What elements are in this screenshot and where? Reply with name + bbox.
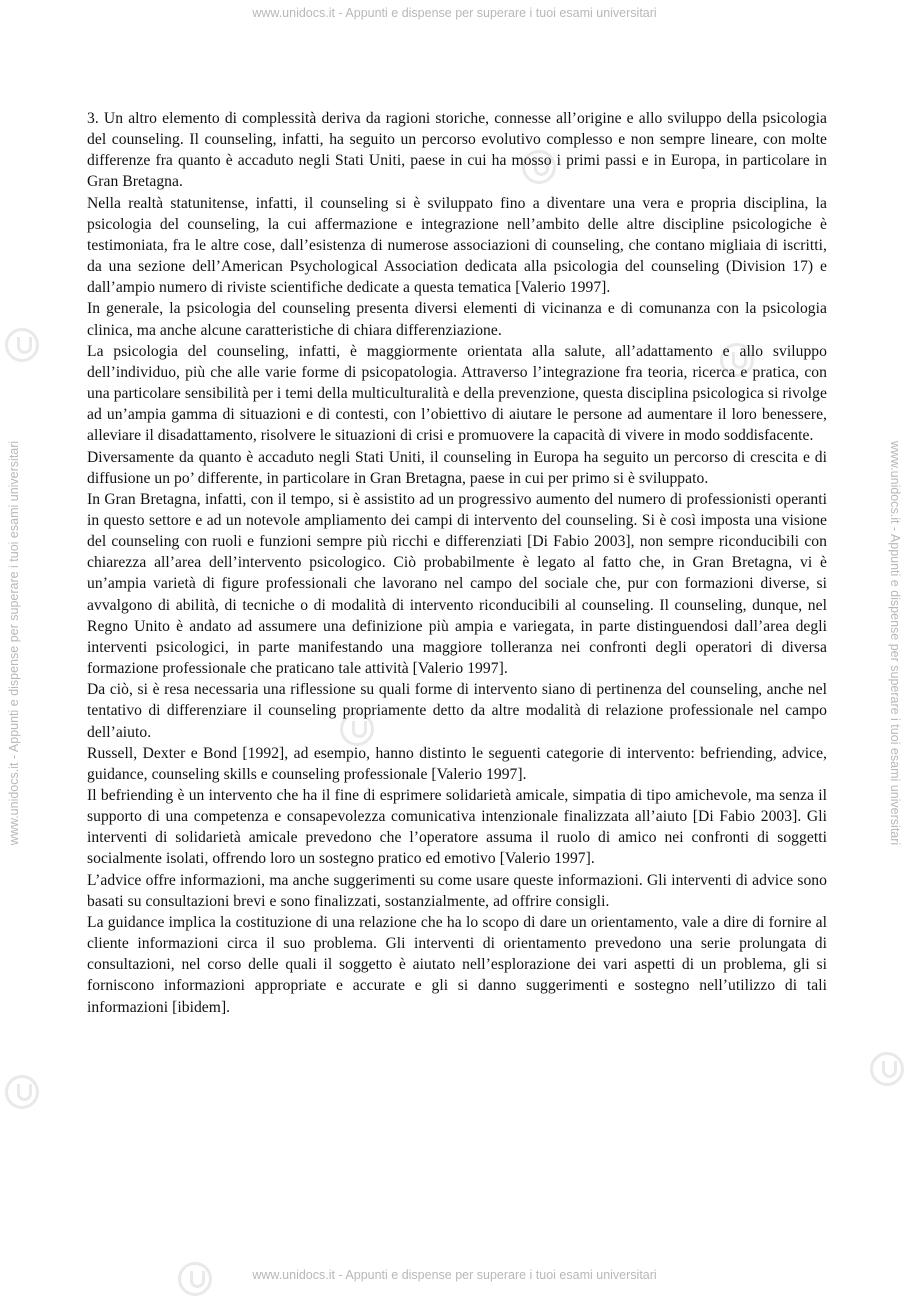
- paragraph-realta-statunitense: Nella realtà statunitense, infatti, il counseling si è sviluppato fino a diventare una vera e propria disciplina, la psicologia del counseling, la cui affermazione e integrazione nell’ambito delle altre discipline psicologiche è testimoniata, fra le altre cose, dall’esistenza di numerose associazioni di counseling, che contano migliaia di iscritti, da una sezione dell’American Psychological Association dedicata alla psicologia del counseling (Division 17) e dall’ampio numero di riviste scientifiche dedicate a questa tematica [Valerio 1997].: [87, 194, 827, 297]
- header-watermark: www.unidocs.it - Appunti e dispense per superare i tuoi esami universitari: [252, 6, 657, 20]
- document-body: [87, 108, 827, 1018]
- paragraph-storiche: 3. Un altro elemento di complessità deriva da ragioni storiche, connesse all’origine e allo sviluppo della psicologia del counseling. Il counseling, infatti, ha seguito un percorso evolutivo complesso e non sempre lineare, con molte differenze fra quanto è accaduto negli Stati Uniti, paese in cui ha mosso i primi passi e in Europa, in particolare in Gran Bretagna.: [87, 110, 827, 191]
- paragraph-categorie: Russell, Dexter e Bond [1992], ad esempio, hanno distinto le seguenti categorie di intervento: befriending, advice, guidance, counseling skills e counseling professionale [Valerio 1997].: [87, 744, 827, 783]
- watermark-logo-icon: [5, 1075, 39, 1109]
- paragraph-befriending: Il befriending è un intervento che ha il fine di esprimere solidarietà amicale, simpatia di tipo amichevole, ma senza il supporto di una competenza e consapevolezza comunicativa intenzionale finalizzata all’aiuto [Di Fabio 2003]. Gli interventi di solidarietà amicale prevedono che l’operatore assuma il ruolo di amico nei confronti di soggetti socialmente isolati, offrendo loro un sostegno pratico ed emotivo [Valerio 1997].: [87, 787, 827, 868]
- paragraph-europa: Diversamente da quanto è accaduto negli Stati Uniti, il counseling in Europa ha seguito un percorso di crescita e di diffusione un po’ differente, in particolare in Gran Bretagna, paese in cui per primo si è sviluppato.: [87, 448, 827, 487]
- watermark-logo-icon: [870, 1052, 904, 1086]
- footer-watermark: www.unidocs.it - Appunti e dispense per superare i tuoi esami universitari: [252, 1268, 657, 1282]
- paragraph-guidance: La guidance implica la costituzione di una relazione che ha lo scopo di dare un orientamento, vale a dire di fornire al cliente informazioni circa il suo problema. Gli interventi di orientamento prevedono una serie prolungata di consultazioni, nel corso delle quali il soggetto è aiutato nell’esplorazione dei vari aspetti di un problema, gli si forniscono informazioni appropriate e accurate e gli si danno suggerimenti e sostegno nell’utilizzo di tali informazioni [ibidem].: [87, 913, 827, 1016]
- paragraph-riflessione: Da ciò, si è resa necessaria una riflessione su quali forme di intervento siano di pertinenza del counseling, anche nel tentativo di differenziare il counseling propriamente detto da altre modalità di relazione professionale nel campo dell’aiuto.: [87, 681, 827, 741]
- paragraph-in-generale: In generale, la psicologia del counseling presenta diversi elementi di vicinanza e di comunanza con la psicologia clinica, ma anche alcune caratteristiche di chiara differenziazione.: [87, 300, 827, 339]
- paragraph-advice: L’advice offre informazioni, ma anche suggerimenti su come usare queste informazioni. Gli interventi di advice sono basati su consultazioni brevi e sono finalizzati, sostanzialmente, ad offrire consigli.: [87, 871, 827, 910]
- right-margin-watermark: www.unidocs.it - Appunti e dispense per superare i tuoi esami universitari: [888, 440, 902, 846]
- left-margin-watermark: www.unidocs.it - Appunti e dispense per superare i tuoi esami universitari: [7, 440, 21, 846]
- paragraph-psicologia-counseling: La psicologia del counseling, infatti, è maggiormente orientata alla salute, all’adattamento e allo sviluppo dell’individuo, più che alle varie forme di psicopatologia. Attraverso l’integrazione fra teoria, ricerca e pratica, con una particolare sensibilità per i temi della multiculturalità e della prevenzione, questa disciplina psicologica si rivolge ad un’ampia gamma di situazioni e di contesti, con l’obiettivo di aiutare le persone ad aumentare il loro benessere, alleviare il disadattamento, risolvere le situazioni di crisi e promuovere la capacità di vivere in modo soddisfacente.: [87, 342, 827, 445]
- watermark-logo-icon: [5, 328, 39, 362]
- paragraph-gran-bretagna: In Gran Bretagna, infatti, con il tempo, si è assistito ad un progressivo aumento del numero di professionisti operanti in questo settore e ad un notevole ampliamento dei campi di intervento del counseling. Si è così imposta una visione del counseling con ruoli e funzioni sempre più ricchi e differenziati [Di Fabio 2003], non sempre riconducibili con chiarezza all’area dell’intervento psicologico. Ciò probabilmente è legato al fatto che, in Gran Bretagna, vi è un’ampia varietà di figure professionali che lavorano nel campo del sociale che, pur con formazioni diverse, si avvalgono di abilità, di tecniche o di modalità di intervento riconducibili al counseling. Il counseling, dunque, nel Regno Unito è andato ad assumere una definizione più ampia e variegata, in parte distinguendosi dall’area degli interventi psicologici, in parte manifestando una maggiore tolleranza nei confronti degli operatori di diversa formazione professionale che praticano tale attività [Valerio 1997].: [87, 490, 827, 678]
- watermark-logo-icon: [178, 1262, 212, 1296]
